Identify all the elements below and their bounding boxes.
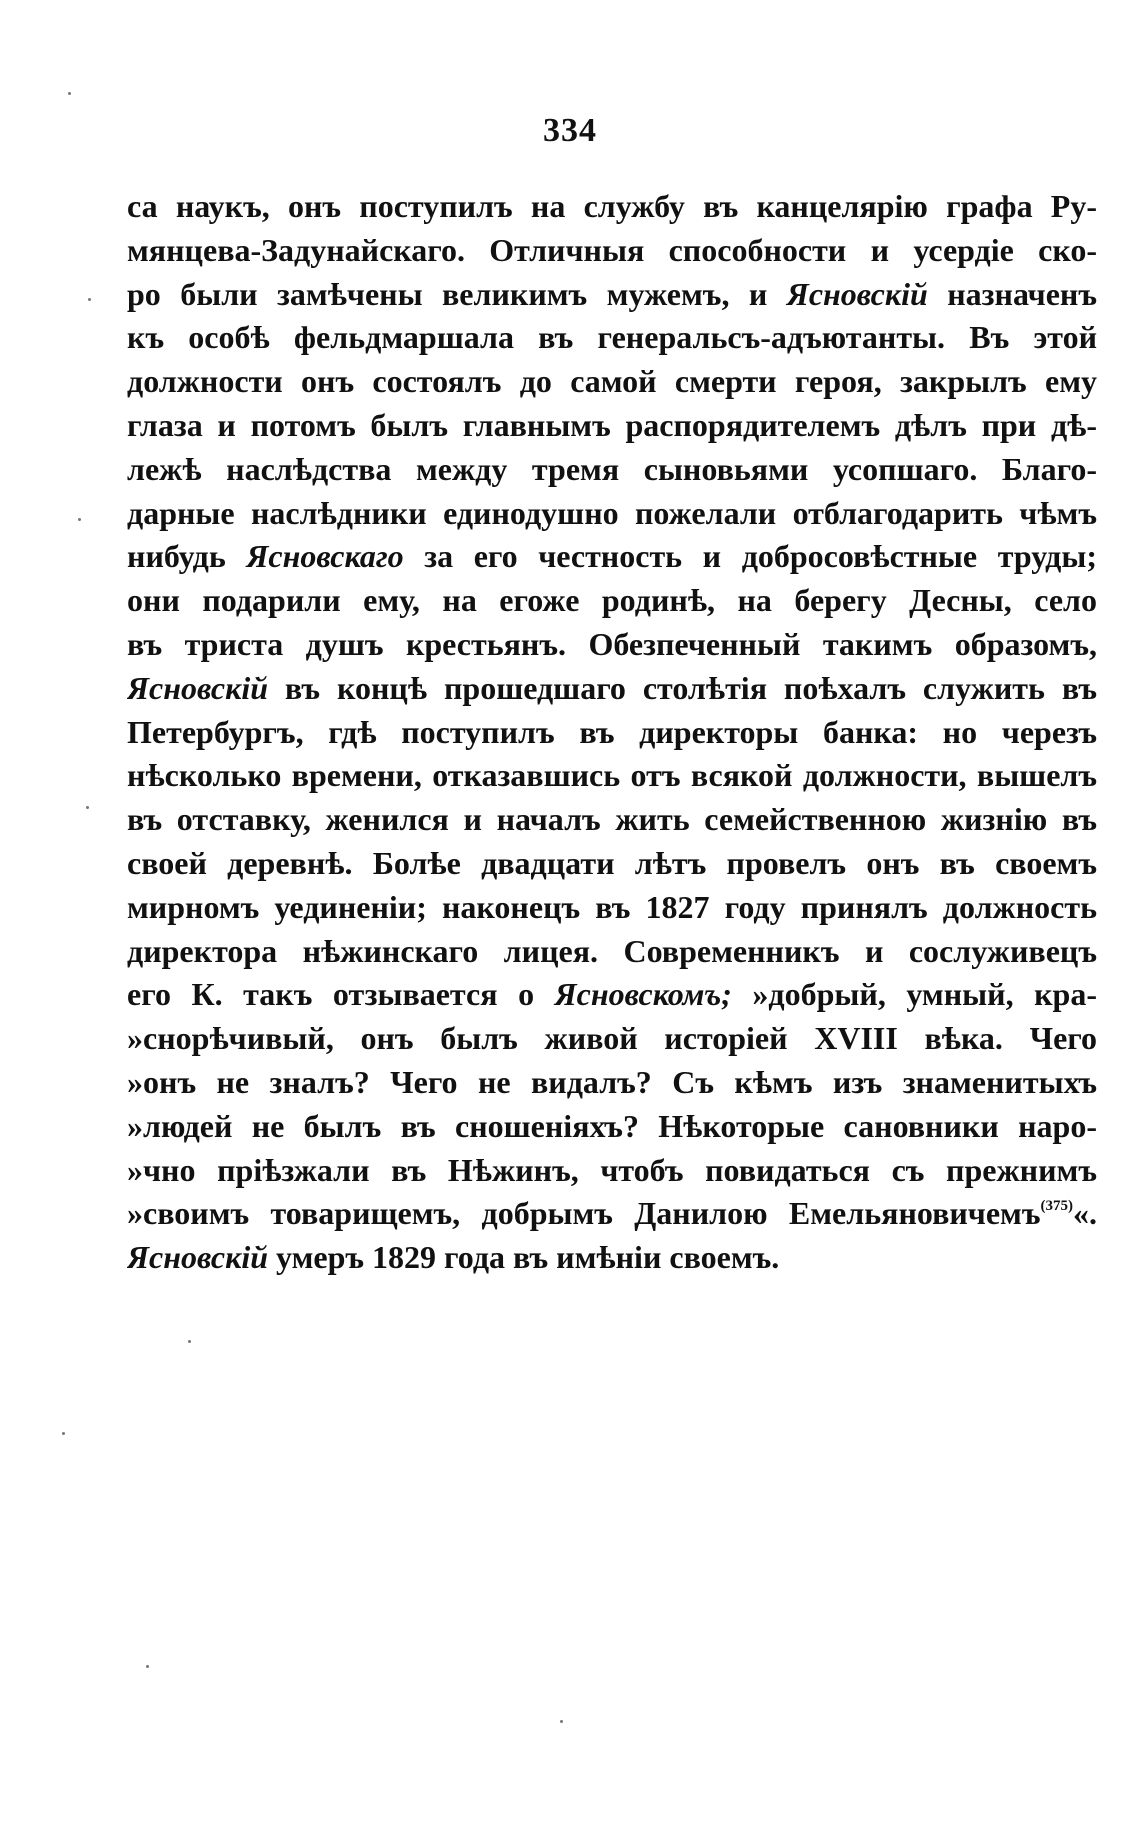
text-segment: са наукъ, онъ поступилъ на службу въ канцелярію графа Ру- (127, 188, 1097, 224)
text-segment: »онъ не зналъ? Чего не видалъ? Съ кѣмъ изъ знаменитыхъ (127, 1063, 1097, 1100)
italic-name: Ясновскій (127, 669, 268, 706)
italic-name: Ясновскій (127, 1239, 268, 1276)
text-line (127, 973, 1097, 1017)
italic-name: Ясновскій (786, 275, 928, 312)
text-segment: ро были замѣчены великимъ мужемъ, и (127, 275, 787, 312)
text-segment: его К. такъ отзывается о (127, 976, 555, 1013)
text-line (127, 360, 1097, 404)
paper-speck (68, 92, 71, 95)
text-segment: къ особѣ фельдмаршала въ генеральсъ-адъютанты. Въ этой (127, 319, 1097, 356)
paper-speck (86, 806, 89, 809)
text-line (127, 930, 1097, 974)
paper-speck (62, 1432, 65, 1435)
text-line (127, 1149, 1097, 1193)
text-line (127, 667, 1097, 711)
text-line (127, 404, 1097, 448)
text-segment: должности онъ состоялъ до самой смерти героя, закрылъ ему (127, 363, 1097, 400)
text-segment: въ триста душъ крестьянъ. Обезпеченный такимъ образомъ, (127, 625, 1097, 662)
text-line (127, 623, 1097, 667)
footnote-ref: (375) (1040, 1198, 1073, 1215)
text-line (127, 273, 1097, 317)
text-segment: »своимъ товарищемъ, добрымъ Данилою Емельяновичемъ (127, 1195, 1041, 1232)
text-line (127, 448, 1097, 492)
paper-speck (188, 1340, 191, 1343)
text-line (127, 754, 1097, 798)
text-segment: »людей не былъ въ сношеніяхъ? Нѣкоторые сановники наро- (127, 1107, 1097, 1144)
paper-speck (88, 298, 91, 301)
text-segment: »добрый, умный, кра- (731, 976, 1097, 1013)
text-segment: нибудь (127, 538, 247, 575)
text-segment: директора нѣжинскаго лицея. Современникъ и сослуживецъ (127, 932, 1097, 969)
text-segment: дарные наслѣдники единодушно пожелали отблагодарить чѣмъ (127, 494, 1097, 531)
text-segment: мирномъ уединеніи; наконецъ въ 1827 году принялъ должность (127, 888, 1097, 925)
text-segment: »чно пріѣзжали въ Нѣжинъ, чтобъ повидаться съ прежнимъ (127, 1151, 1097, 1188)
text-line (127, 842, 1097, 886)
text-line (127, 1061, 1097, 1105)
text-line (127, 1192, 1097, 1236)
text-line (127, 316, 1097, 360)
italic-name: Ясновскаго (246, 538, 404, 575)
text-segment: за его честность и добросовѣстные труды; (403, 538, 1097, 575)
paper-speck (560, 1720, 563, 1723)
text-segment: глаза и потомъ былъ главнымъ распорядителемъ дѣлъ при дѣ- (127, 406, 1097, 443)
text-segment: назначенъ (927, 275, 1097, 312)
text-line (127, 185, 1097, 229)
text-segment: Петербургъ, гдѣ поступилъ въ директоры банка: но черезъ (127, 713, 1097, 750)
text-segment: умеръ 1829 года въ имѣніи своемъ. (268, 1239, 780, 1276)
text-line (127, 492, 1097, 536)
page-number: 334 (543, 112, 597, 149)
text-line (127, 1105, 1097, 1149)
paper-speck (78, 518, 81, 521)
text-line (127, 1236, 1097, 1280)
italic-name: Ясновскомъ; (554, 976, 732, 1013)
paper-speck (146, 1665, 149, 1668)
text-segment: нѣсколько времени, отказавшись отъ всякой должности, вышелъ (127, 757, 1097, 794)
text-segment: »снорѣчивый, онъ былъ живой исторіей XVIII вѣка. Чего (127, 1020, 1097, 1057)
text-line (127, 229, 1097, 273)
text-segment: въ отставку, женился и началъ жить семейственною жизнію въ (127, 801, 1097, 838)
text-segment: своей деревнѣ. Болѣе двадцати лѣтъ провелъ онъ въ своемъ (127, 844, 1097, 881)
text-segment: они подарили ему, на егоже родинѣ, на берегу Десны, село (127, 582, 1097, 619)
body-text (127, 185, 1097, 1280)
text-line (127, 711, 1097, 755)
text-segment: мянцева-Задунайскаго. Отличныя способности и усердіе ско- (127, 231, 1097, 268)
text-line (127, 886, 1097, 930)
text-line (127, 535, 1097, 579)
text-line (127, 579, 1097, 623)
text-segment: въ концѣ прошедшаго столѣтія поѣхалъ служить въ (268, 669, 1097, 706)
text-segment: «. (1073, 1195, 1097, 1232)
text-line (127, 798, 1097, 842)
text-line (127, 1017, 1097, 1061)
text-segment: лежѣ наслѣдства между тремя сыновьями усопшаго. Благо- (127, 450, 1097, 487)
